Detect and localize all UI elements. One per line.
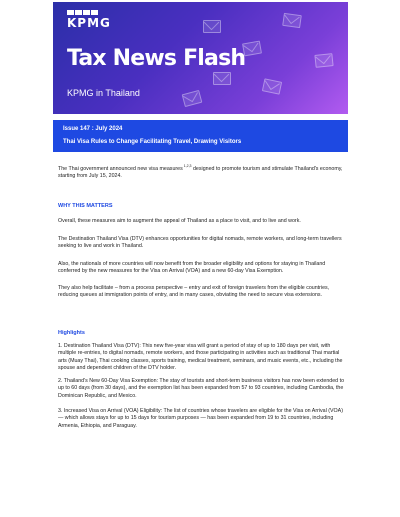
why-heading: WHY THIS MATTERS: [58, 203, 113, 209]
envelope-icon: [182, 90, 203, 107]
newsletter-title: Tax News Flash: [67, 46, 246, 71]
envelope-icon: [203, 20, 221, 33]
kpmg-logo-boxes: [67, 10, 98, 15]
newsletter-subtitle: KPMG in Thailand: [67, 88, 140, 98]
kpmg-logo: KPMG: [67, 16, 111, 30]
why-paragraph: Also, the nationals of more countries will now benefit from the broader eligibility and options for staying in Thailand conferred by the new measures for the Visa on Arrival (VOA) and a new 60-day Visa Exemption.: [58, 261, 326, 275]
why-paragraph: They also help facilitate – from a process perspective – entry and exit of foreign travelers from the eligible countries, reducing queues at immigration points of entry, and in many cases, obviating the need to secure visa extensions.: [58, 285, 330, 299]
intro-paragraph: The Thai government announced new visa measures $^{1,2,3}$ designed to promote tourism and stimulate Thailand's economy, starting from July 15, 2024.: [58, 164, 343, 180]
highlight-item: 2. Thailand's New 60-Day Visa Exemption: The stay of tourists and short-term business visitors has now been extended to up to 60 days (from 30 days), and the exemption list has been expanded from 57 to 93 countries, including Cambodia, the Dominican Republic, and Mexico.: [58, 378, 345, 399]
highlight-item: 3. Increased Visa on Arrival (VOA) Eligibility: The list of countries whose travelers are eligible for the Visa on Arrival (VOA) — which allows stays for up to 15 days for tourism purposes — has been expanded from 19 to 31 countries, including Armenia, Ethiopia, and Paraguay.: [58, 408, 343, 429]
why-paragraph: The Destination Thailand Visa (DTV) enhances opportunities for digital nomads, remote workers, and long-term travellers seeking to live and work in Thailand.: [58, 236, 342, 250]
issue-box: [53, 120, 348, 152]
highlight-item: 1. Destination Thailand Visa (DTV): This new five-year visa will grant a period of stay of up to 180 days per visit, with multiple re-entries, to digital nomads, remote workers, and those participating in activities such as traditional Thai martial arts (Muay Thai), Thai cooking classes, sports training, medical treatment, seminars, and music events, etc., including the spouse and dependent children of the DTV holder.: [58, 343, 343, 371]
envelope-icon: [213, 72, 231, 85]
issue-headline: Thai Visa Rules to Change Facilitating Travel, Drawing Visitors: [63, 139, 242, 145]
envelope-icon: [262, 78, 282, 94]
highlights-heading: Highlights: [58, 330, 85, 336]
issue-number: Issue 147 : July 2024: [63, 126, 123, 132]
envelope-icon: [314, 53, 333, 68]
envelope-icon: [282, 13, 302, 28]
newsletter-banner: [53, 2, 348, 114]
why-paragraph: Overall, these measures aim to augment the appeal of Thailand as a place to visit, and to live and work.: [58, 218, 301, 224]
